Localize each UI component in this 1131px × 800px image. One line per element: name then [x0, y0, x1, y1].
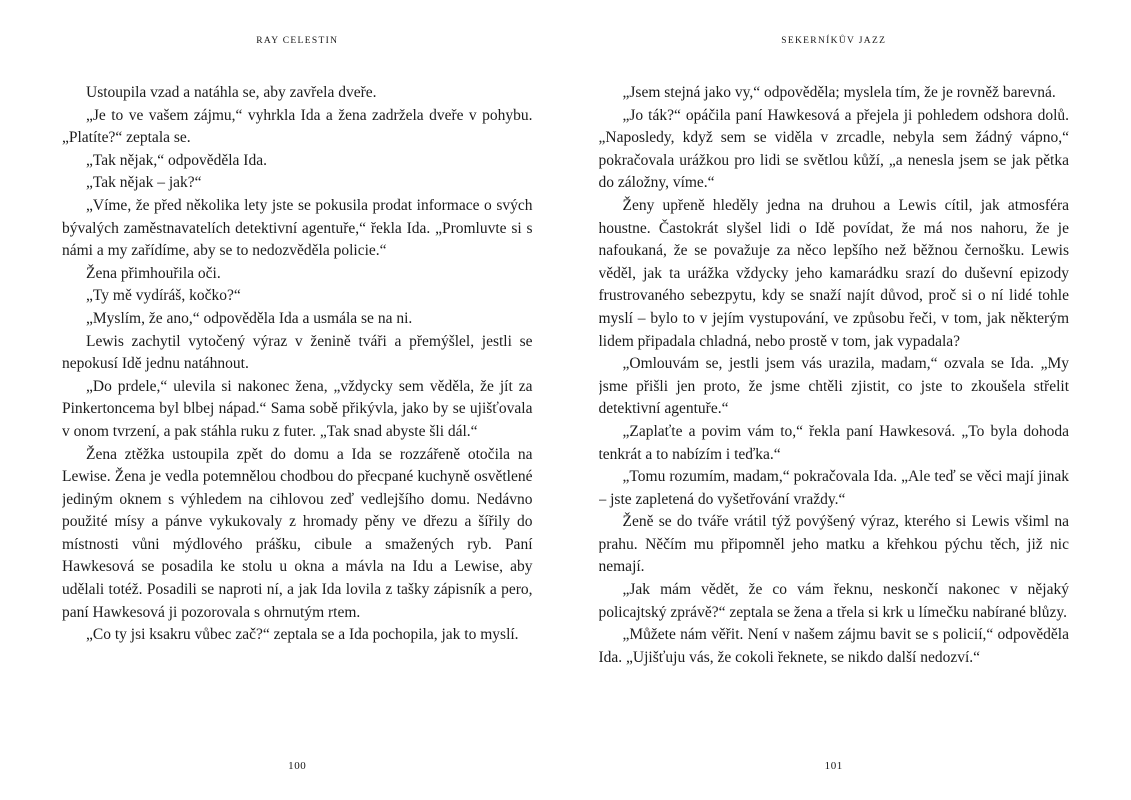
page-body-right: [599, 82, 1070, 728]
running-header-left: RAY CELESTIN: [256, 36, 339, 46]
running-header-right: SEKERNÍKŮV JAZZ: [781, 36, 887, 46]
paragraph: „Tak nějak,“ odpověděla Ida.: [86, 151, 267, 169]
paragraph: „Je to ve vašem zájmu,“ vyhrkla Ida a žena zadržela dveře v pohybu. „Platíte?“ zeptala se.: [62, 106, 533, 147]
paragraph: „Víme, že před několika lety jste se pokusila prodat informace o svých bývalých zaměstnavatelích detektivní agentuře,“ řekla Ida. „Promluvte si s námi a my zařídíme, aby se to nedozvěděla policie.“: [62, 196, 533, 260]
paragraph: Žena ztěžka ustoupila zpět do domu a Ida se rozzářeně otočila na Lewise. Žena je vedla potemnělou chodbou do přecpané kuchyně osvětlené jediným oknem s výhledem na cihlovou zeď vedlejšího domu. Nedávno použité mísy a pánve vykukovaly z hromady pěny ve dřezu a šířily do místnosti vůni mýdlového prášku, cibule a smažených ryb. Paní Hawkesová se posadila ke stolu u okna a mávla na Idu a Lewise, aby udělali totéž. Posadili se naproti ní, a jak Ida lovila z tašky zápisník a pero, paní Hawkesová ji pozorovala s ohrnutým rtem.: [62, 445, 533, 621]
page-body-left: [62, 82, 533, 728]
paragraph: Ustoupila vzad a natáhla se, aby zavřela dveře.: [86, 84, 377, 101]
paragraph: „Myslím, že ano,“ odpověděla Ida a usmála se na ni.: [86, 309, 413, 327]
page-number-right: 101: [824, 760, 843, 772]
paragraph: „Do prdele,“ ulevila si nakonec žena, „vždycky sem věděla, že jít za Pinkertoncema byl blbej nápad.“ Sama sobě přikývla, jako by se ujišťovala v onom tvrzení, a pak stáhla ruku z futer. „Tak snad abyste šli dál.“: [62, 377, 533, 440]
paragraph: „Můžete nám věřit. Není v našem zájmu bavit se s policií,“ odpověděla Ida. „Ujišťuju vás, že cokoli řeknete, se nikdo další nedozví.“: [598, 626, 1069, 666]
page-number-left: 100: [288, 760, 307, 772]
paragraph: Lewis zachytil vytočený výraz v ženině tváři a přemýšlel, jestli se nepokusí Idě jednu natáhnout.: [62, 332, 533, 373]
paragraph: Ženě se do tváře vrátil týž povýšený výraz, kterého si Lewis všiml na prahu. Něčím mu připomněl jeho matku a křehkou pýchu těch, již nic nemají.: [598, 513, 1069, 576]
paragraph: Ženy upřeně hleděly jedna na druhou a Lewis cítil, jak atmosféra houstne. Častokrát slyšel lidi o Idě povídat, že má nos nahoru, že je nafoukaná, že se považuje za něco lepšího než běžnou černošku. Lewis věděl, jak ta urážka vždycky jeho kamarádku srazí do duševní epizody frustrovaného sebezpytu, kdy se snaží najít důvod, proč si o ní lidé tohle myslí – bylo to v jejím vystupování, ve způsobu řeči, v tom, jak některým lidem připadala chladná, nebo prostě v tom, jak vypadala?: [598, 196, 1069, 350]
paragraph: „Co ty jsi ksakru vůbec zač?“ zeptala se a Ida pochopila, jak to myslí.: [86, 626, 519, 644]
page-left: [62, 28, 533, 774]
paragraph: „Zaplaťte a povim vám to,“ řekla paní Hawkesová. „To byla dohoda tenkrát a to nabízím i teďka.“: [598, 422, 1069, 463]
paragraph: „Tomu rozumím, madam,“ pokračovala Ida. „Ale teď se věci mají jinak – jste zapletená do vyšetřování vraždy.“: [598, 468, 1069, 508]
paragraph: „Jsem stejná jako vy,“ odpověděla; myslela tím, že je rovněž barevná.: [622, 84, 1056, 101]
paragraph: „Jo ták?“ opáčila paní Hawkesová a přejela ji pohledem odshora dolů. „Naposledy, když sem se viděla v zrcadle, nebyla sem žádný vápno,“ pokračovala urážkou pro lidi se světlou kůží, „a nenesla jsem se jak pětka do záložny, víme.“: [598, 106, 1069, 192]
page-right: [599, 28, 1070, 774]
paragraph: „Jak mám vědět, že co vám řeknu, neskončí nakonec v nějaký policajtský zprávě?“ zeptala se žena a třela si krk u límečku nabírané blůzy.: [598, 581, 1069, 621]
paragraph: „Omlouvám se, jestli jsem vás urazila, madam,“ ozvala se Ida. „My jsme přišli jen proto, že jsme chtěli zjistit, co jste to zkoušela střelit detektivní agentuře.“: [598, 355, 1069, 418]
paragraph: „Ty mě vydíráš, kočko?“: [86, 287, 241, 305]
paragraph: Žena přimhouřila oči.: [86, 264, 221, 282]
paragraph: „Tak nějak – jak?“: [86, 174, 202, 192]
